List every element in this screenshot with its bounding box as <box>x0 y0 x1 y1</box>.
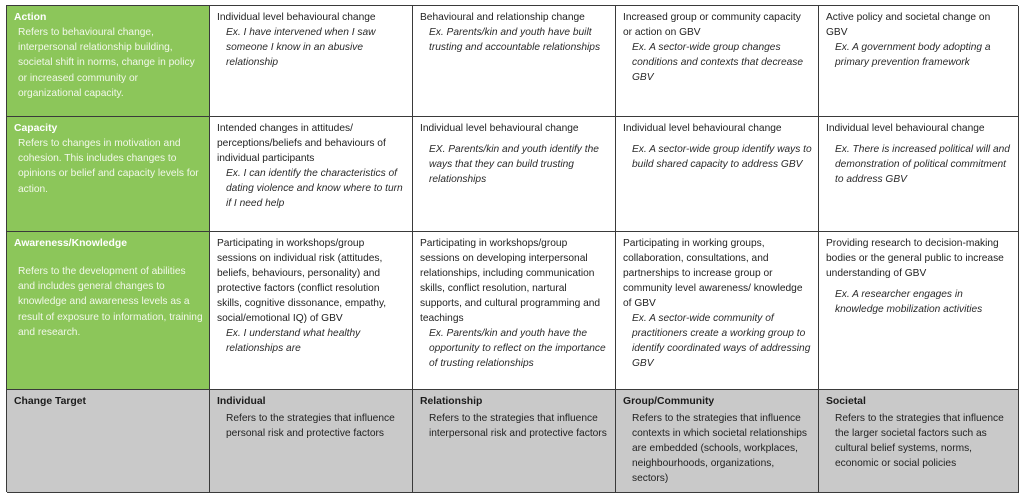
cell-title: Providing research to decision-making bodies or the general public to increase understanding of GBV <box>826 238 1004 279</box>
cell-capacity-individual <box>210 117 413 232</box>
target-group-community <box>616 390 819 493</box>
row-desc-awareness: Refers to the development of abilities and includes general changes to knowledge and awareness levels as a result of exposure to information, training and research. <box>18 266 203 338</box>
cell-example: Ex. Parents/kin and youth have built trusting and accountable relationships <box>429 27 601 53</box>
cell-example: Ex. A government body adopting a primary prevention framework <box>835 42 991 68</box>
row-title-awareness: Awareness/Knowledge <box>14 238 127 249</box>
cell-title: Active policy and societal change on GBV <box>826 12 991 38</box>
cell-action-individual <box>210 6 413 117</box>
cell-title: Increased group or community capacity or action on GBV <box>623 12 801 38</box>
cell-example: Ex. I have intervened when I saw someone I know in an abusive relationship <box>226 27 376 68</box>
cell-example: Ex. A sector-wide group changes conditions and contexts that decrease GBV <box>632 42 804 83</box>
target-desc: Refers to the strategies that influence personal risk and protective factors <box>226 413 395 439</box>
cell-example: Ex. I can identify the characteristics of dating violence and know where to turn if I need help <box>226 168 403 209</box>
cell-capacity-relationship <box>413 117 616 232</box>
cell-title: Participating in workshops/group sessions on individual risk (attitudes, beliefs, behaviours, personality) and protective factors (conflict resolution skills, cognitive dissonance, empathy, social/emotional IQ) of GBV <box>217 238 387 324</box>
target-title: Relationship <box>420 396 483 407</box>
row-desc-capacity: Refers to changes in motivation and cohesion. This includes changes to opinions or belief and capacity levels for action. <box>18 138 199 195</box>
cell-action-community <box>616 6 819 117</box>
cell-capacity-community <box>616 117 819 232</box>
cell-title: Individual level behavioural change <box>420 123 579 134</box>
row-title-action: Action <box>14 12 47 23</box>
cell-awareness-community <box>616 232 819 390</box>
cell-example: Ex. A sector-wide group identify ways to build shared capacity to address GBV <box>632 144 812 170</box>
cell-action-societal <box>819 6 1019 117</box>
row-header-capacity <box>7 117 210 232</box>
cell-title: Behavioural and relationship change <box>420 12 585 23</box>
target-desc: Refers to the strategies that influence the larger societal factors such as cultural belief systems, norms, economic or social policies <box>835 413 1004 469</box>
cell-example: Ex. A sector-wide community of practitioners create a working group to identify coordinated ways of addressing GBV <box>632 313 811 369</box>
cell-example: Ex. I understand what healthy relationships are <box>226 328 361 354</box>
row-title-change-target: Change Target <box>14 396 86 407</box>
row-desc-action: Refers to behavioural change, interpersonal relationship building, societal shift in norms, change in policy or increased community or organizational capacity. <box>18 27 195 99</box>
target-title: Individual <box>217 396 266 407</box>
cell-title: Individual level behavioural change <box>826 123 985 134</box>
target-societal <box>819 390 1019 493</box>
cell-title: Individual level behavioural change <box>217 12 376 23</box>
target-relationship <box>413 390 616 493</box>
cell-example: Ex. There is increased political will and demonstration of political commitment to address GBV <box>835 144 1010 185</box>
target-desc: Refers to the strategies that influence interpersonal risk and protective factors <box>429 413 607 439</box>
cell-example: EX. Parents/kin and youth identify the ways that they can build trusting relationships <box>429 144 599 185</box>
cell-action-relationship <box>413 6 616 117</box>
cell-capacity-societal <box>819 117 1019 232</box>
target-title: Societal <box>826 396 866 407</box>
cell-awareness-individual <box>210 232 413 390</box>
cell-example: Ex. Parents/kin and youth have the opportunity to reflect on the importance of trusting relationships <box>429 328 606 369</box>
cell-awareness-societal <box>819 232 1019 390</box>
target-individual <box>210 390 413 493</box>
cell-example: Ex. A researcher engages in knowledge mobilization activities <box>835 289 983 315</box>
cell-title: Participating in working groups, collaboration, consultations, and partnerships to increase group or community level awareness/ knowledge of GBV <box>623 238 803 309</box>
row-header-action <box>7 6 210 117</box>
cell-title: Participating in workshops/group sessions on developing interpersonal relationships, including communication skills, conflict resolution, nartural supports, and cultural programming and teachings <box>420 238 601 324</box>
target-title: Group/Community <box>623 396 715 407</box>
cell-awareness-relationship <box>413 232 616 390</box>
cell-title: Individual level behavioural change <box>623 123 782 134</box>
row-title-capacity: Capacity <box>14 123 58 134</box>
row-header-change-target <box>7 390 210 493</box>
cell-title: Intended changes in attitudes/ perceptions/beliefs and behaviours of individual participants <box>217 123 386 164</box>
row-header-awareness <box>7 232 210 390</box>
target-desc: Refers to the strategies that influence contexts in which societal relationships are embedded (schools, workplaces, neighbourhoods, organizations, sectors) <box>632 413 807 484</box>
change-framework-table <box>6 5 1018 492</box>
